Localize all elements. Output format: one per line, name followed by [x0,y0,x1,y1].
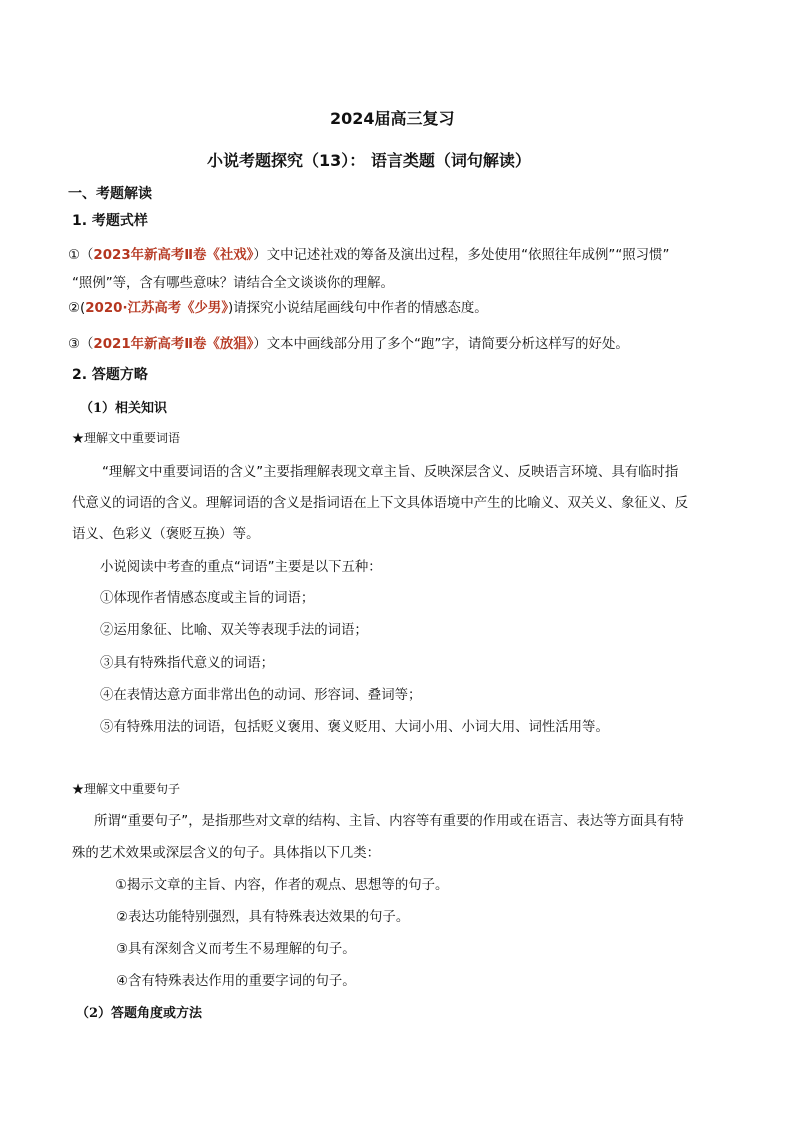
para3-line2: 殊的艺术效果或深层含义的句子。具体指以下几类： [72,846,380,861]
section-heading: 一、考题解读 [68,186,152,202]
page-subtitle: 小说考题探究（13）： 语言类题（词句解读） [207,151,531,170]
sub-heading-2-2: （2）答题角度或方法 [76,1006,203,1021]
question-2-source: 2020·江苏高考《少男》 [85,301,229,316]
word-item: ④在表情达意方面非常出色的动词、形容词、叠词等； [100,688,422,703]
sentence-item: ①揭示文章的主旨、内容，作者的观点、思想等的句子。 [115,878,449,893]
question-3 [68,333,629,352]
sentence-item: ④含有特殊表达作用的重要字词的句子。 [116,974,356,989]
word-item: ③具有特殊指代意义的词语； [100,656,275,671]
question-1 [68,244,669,263]
word-item: ①体现作者情感态度或主旨的词语； [100,591,315,606]
para1-line1: “理解文中重要词语的含义”主要指理解表现文章主旨、反映深层含义、反映语言环境、具有临时指 [102,465,679,480]
sub-heading-1: 1. 考题式样 [72,213,148,229]
question-3-text: ）文本中画线部分用了多个“跑”字，请简要分析这样写的好处。 [253,337,629,352]
question-1-text: ）文中记述社戏的筹备及演出过程，多处使用“依照往年成例”“照习惯” [253,248,670,263]
para2: 小说阅读中考查的重点“词语”主要是以下五种： [100,560,382,575]
star-heading-words: ★理解文中重要词语 [72,431,181,445]
question-2-number: ②( [68,301,86,316]
page-title: 2024届高三复习 [330,109,455,128]
word-item: ②运用象征、比喻、双关等表现手法的词语； [100,623,368,638]
sub-heading-2-1: （1）相关知识 [80,401,168,416]
question-2 [68,297,488,316]
sub-heading-2: 2. 答题方略 [72,367,148,383]
sentence-item: ②表达功能特别强烈，具有特殊表达效果的句子。 [116,910,410,925]
para1-line3: 语义、色彩义（褒贬互换）等。 [72,527,260,542]
question-3-source: 2021年新高考Ⅱ卷《放猖》 [93,337,254,352]
word-item: ⑤有特殊用法的词语，包括贬义褒用、褒义贬用、大词小用、小词大用、词性活用等。 [100,720,609,735]
question-2-text: )请探究小说结尾画线句中作者的情感态度。 [228,301,488,316]
para3-line1: 所谓“重要句子”，是指那些对文章的结构、主旨、内容等有重要的作用或在语言、表达等方面具有特 [94,814,684,829]
question-1-cont: “照例”等，含有哪些意味？请结合全文谈谈你的理解。 [72,276,394,291]
question-1-number: ①（ [68,248,94,263]
question-3-number: ③（ [68,337,94,352]
para1-line2: 代意义的词语的含义。理解词语的含义是指词语在上下文具体语境中产生的比喻义、双关义、象征义、反 [72,496,688,511]
star-heading-sentences: ★理解文中重要句子 [72,782,181,796]
question-1-source: 2023年新高考Ⅱ卷《社戏》 [93,248,254,263]
sentence-item: ③具有深刻含义而考生不易理解的句子。 [116,942,356,957]
